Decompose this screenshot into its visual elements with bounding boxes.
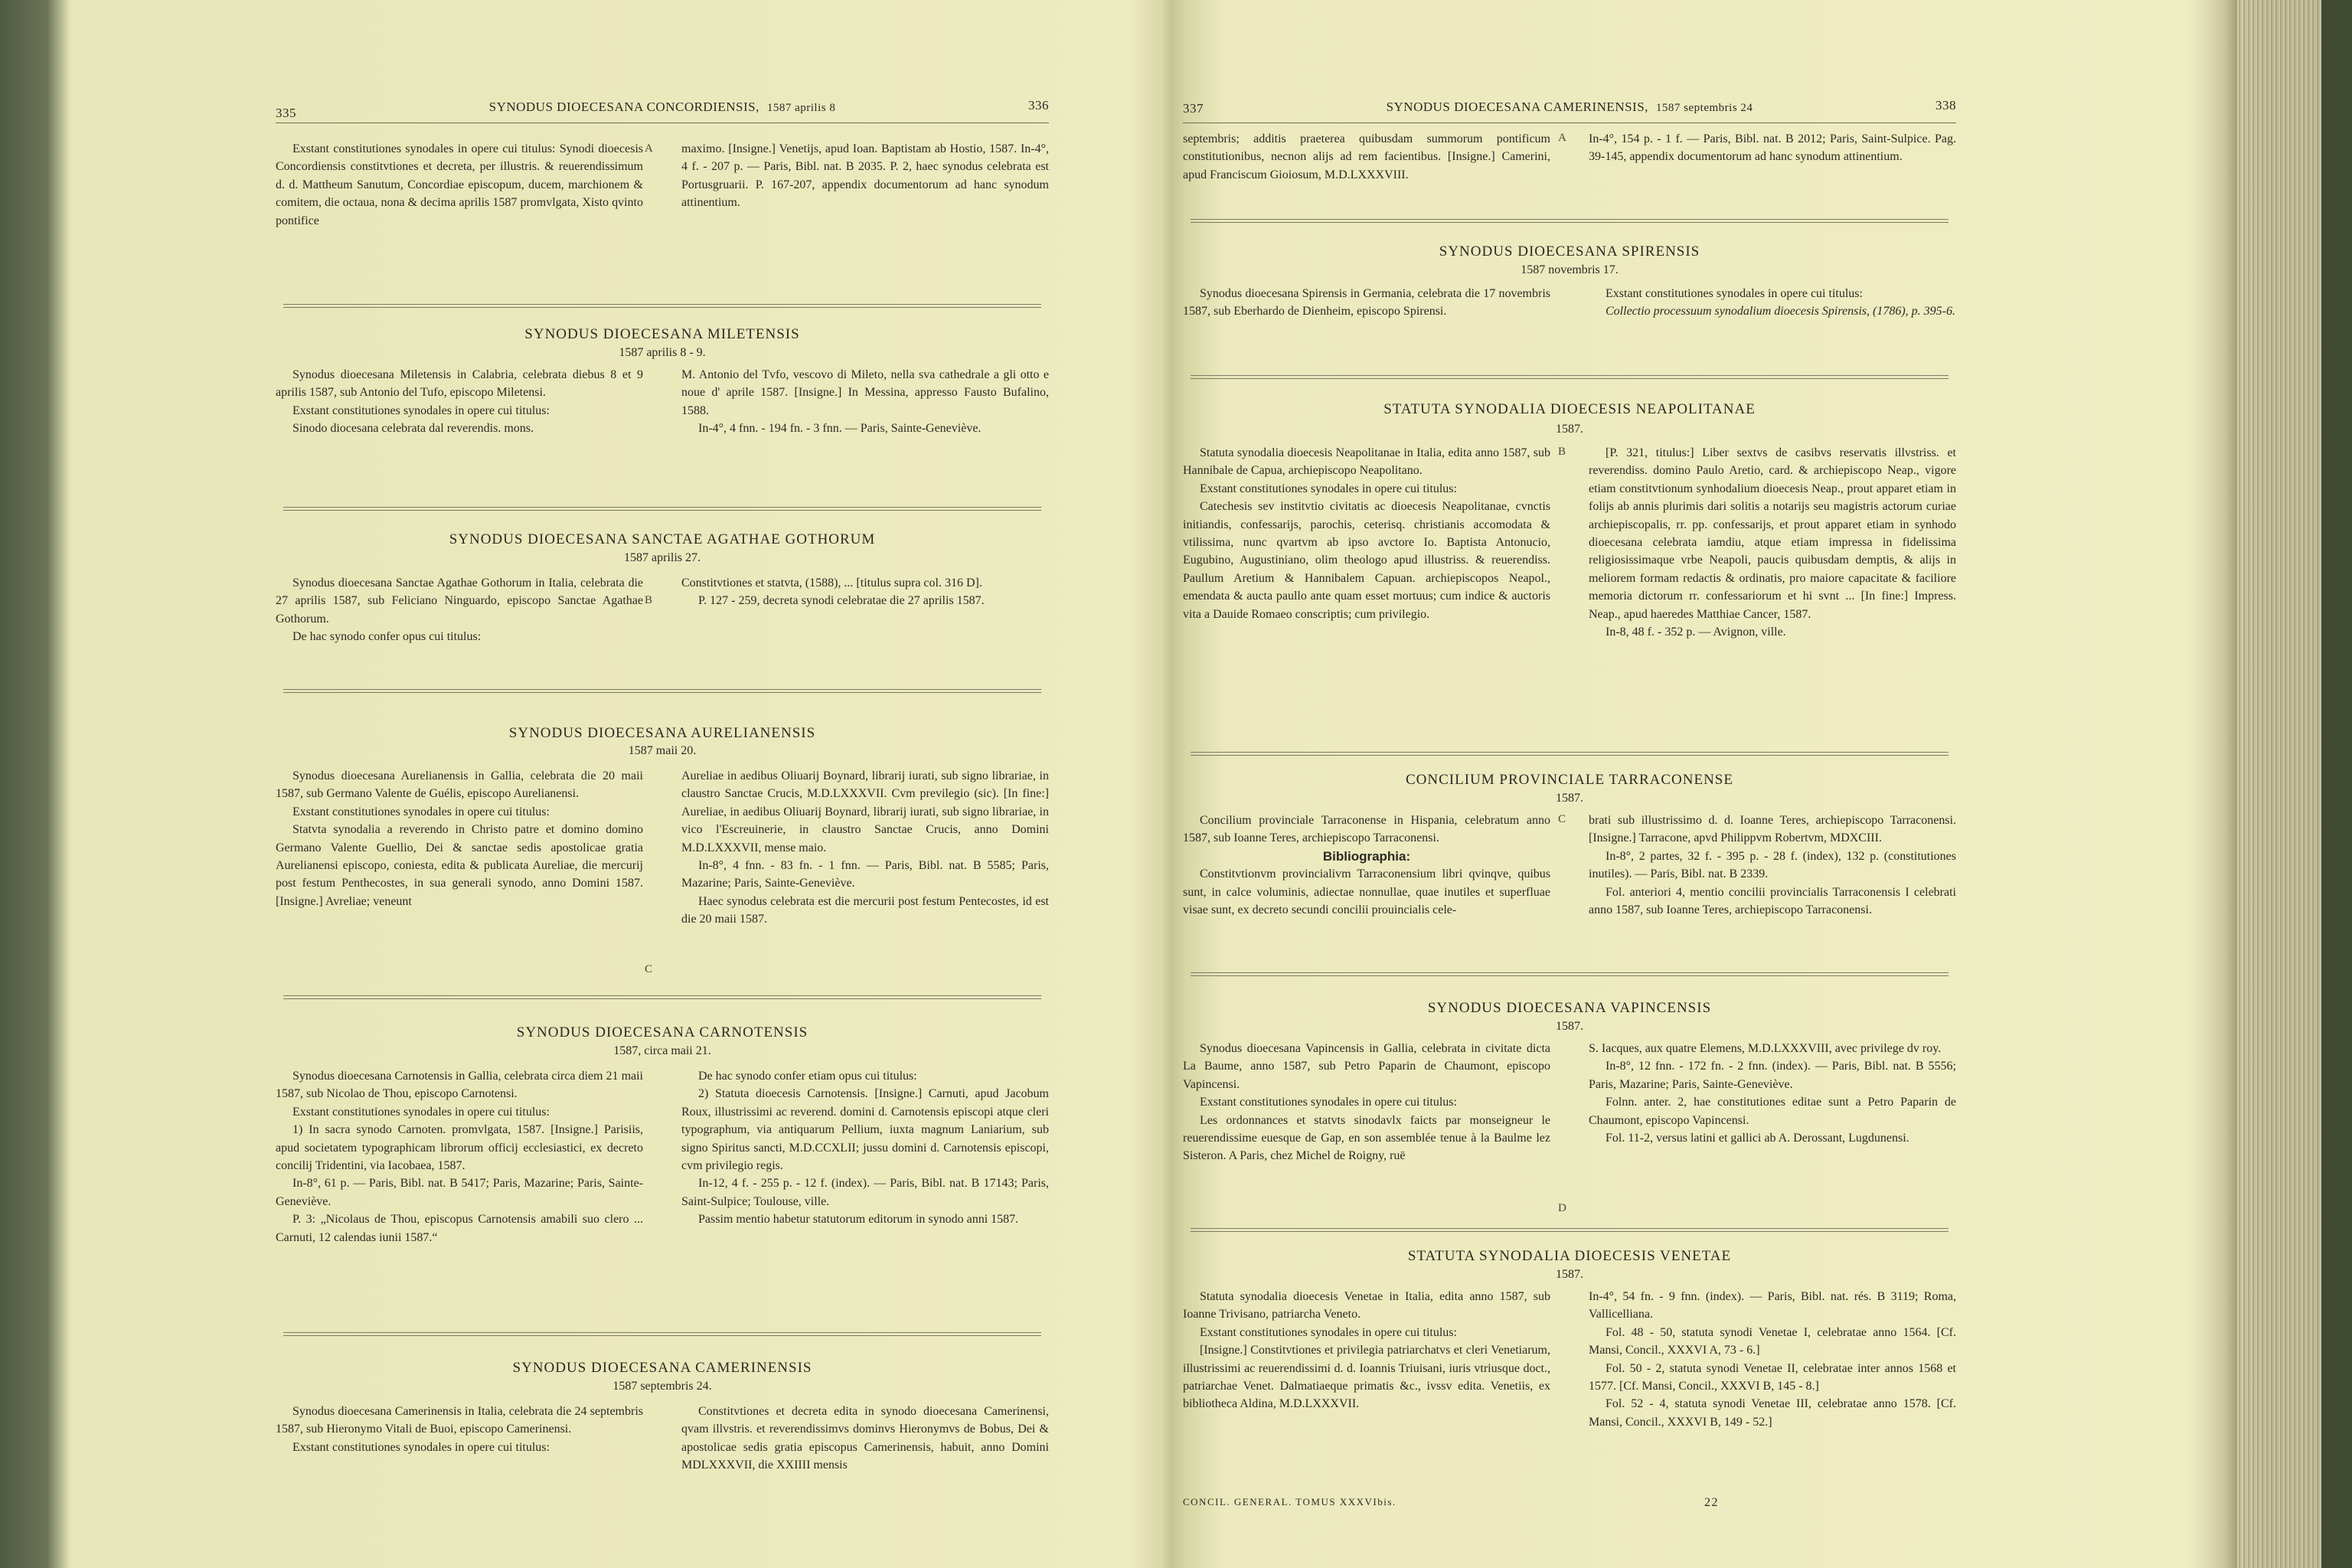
- running-title-text: SYNODUS DIOECESANA CONCORDIENSIS,: [488, 100, 760, 114]
- paragraph: Fol. anteriori 4, mentio concilii provincialis Tarraconensis I celebrati anno 1587, sub Ioanne Teres, archiepiscopo Tarraconensi.: [1589, 885, 1956, 917]
- paragraph: De hac synodo confer opus cui titulus:: [292, 630, 482, 644]
- paragraph: Exstant constitutiones synodales in opere cui titulus:: [1200, 1096, 1457, 1109]
- paragraph: Fol. 11-2, versus latini et gallici ab A. Derossant, Lugdunensi.: [1606, 1132, 1909, 1145]
- section-divider: [283, 689, 1041, 693]
- section-col-2: [1589, 1040, 1956, 1165]
- section-columns: [1183, 1040, 1956, 1165]
- section-divider: [283, 507, 1041, 511]
- section-date: 1587 novembris 17.: [1521, 263, 1619, 276]
- section-columns: [276, 366, 1049, 438]
- section-col-1: [276, 1067, 643, 1246]
- section-date: 1587.: [1556, 792, 1583, 805]
- paragraph: Fol. 48 - 50, statuta synodi Venetae I, celebratae anno 1564. [Cf. Mansi, Concil., XXXVI A, 73 - 6.]: [1589, 1325, 1956, 1357]
- paragraph: Exstant constitutiones synodales in opere cui titulus:: [1606, 287, 1863, 300]
- margin-marker: C: [1558, 813, 1566, 825]
- section-divider: [1191, 972, 1949, 976]
- section-col-1: [1183, 1040, 1550, 1165]
- column-number-right: 336: [1028, 98, 1049, 113]
- paragraph: Aureliae in aedibus Oliuarij Boynard, librarij iurati, sub signo librariae, in claustro Sanctae Crucis, M.D.LXXXVII. Cvm previlegio (sic). [In fine:] Aureliae, in aedibus Oliuarij Boynard, librarij iurati, sub signo librariae, in vico l'Escreuinerie, in claustro Sanctae Crucis, anno Domini M.D.LXXXVII, mense maio.: [681, 769, 1049, 854]
- section-date: 1587 septembris 24.: [612, 1380, 712, 1393]
- margin-marker: D: [1558, 1202, 1566, 1214]
- section-col-2: [681, 366, 1049, 438]
- paragraph: In-4°, 154 p. - 1 f. — Paris, Bibl. nat. B 2012; Paris, Saint-Sulpice. Pag. 39-145, appendix documentorum ad hanc synodum attinentium.: [1589, 132, 1956, 164]
- section-col-1: [1183, 812, 1550, 919]
- paragraph: [Insigne.] Constitvtiones et privilegia patriarchatvs et cleri Venetiarum, illustrissimi ac reuerendissimi d. d. Ioannis Triuisani, iuris vtriusque doct., patriarchae Venet. Dalmatiaeque primatis &c., ivssv edita. Venetiis, ex bibliotheca Aldina, M.D.LXXXVII.: [1183, 1344, 1550, 1411]
- section-col-1: [1183, 1288, 1550, 1431]
- paragraph: Constitvtionvm provincialivm Tarraconensium libri qvinqve, quibus sunt, in calce voluminis, adiectae nonnullae, quae inutiles et superfluae visae sunt, ex decreto secundi concilii prouincialis cele-: [1183, 867, 1550, 917]
- running-title-text: SYNODUS DIOECESANA CAMERINENSIS,: [1386, 100, 1648, 114]
- section-title: SYNODUS DIOECESANA VAPINCENSIS: [1427, 1000, 1712, 1016]
- section-col-2: [681, 767, 1049, 929]
- section-columns: [1183, 812, 1956, 919]
- paragraph: Synodus dioecesana Miletensis in Calabria, celebrata diebus 8 et 9 aprilis 1587, sub Antonio del Tufo, episcopo Miletensi.: [276, 368, 643, 400]
- paragraph: Synodus dioecesana Sanctae Agathae Gothorum in Italia, celebrata die 27 aprilis 1587, sub Feliciano Ninguardo, episcopo Sanctae Agathae Gothorum.: [276, 577, 643, 626]
- paragraph: Statuta synodalia dioecesis Venetae in Italia, edita anno 1587, sub Ioanne Trivisano, patriarcha Veneto.: [1183, 1290, 1550, 1321]
- section-columns: [1183, 444, 1956, 641]
- running-title: [276, 100, 1049, 115]
- column-number-left: 335: [276, 106, 296, 120]
- section-title: SYNODUS DIOECESANA CARNOTENSIS: [516, 1024, 808, 1040]
- book-cover-edge: [2321, 0, 2352, 1568]
- paragraph: Exstant constitutiones synodales in opere cui titulus: Synodi dioecesis Concordiensis constitvtiones et decreta, per illustris. & reuerendissimum d. d. Mattheum Sanutum, Concordiae episcopum, ducem, marchionem & comitem, die octaua, nona & decima aprilis 1587 promvlgata, Xisto qvinto pontifice: [276, 142, 643, 227]
- section-title: SYNODUS DIOECESANA CAMERINENSIS: [512, 1360, 812, 1376]
- paragraph: In-8, 48 f. - 352 p. — Avignon, ville.: [1606, 626, 1786, 639]
- left-page: [276, 0, 1049, 1568]
- footer-volume: CONCIL. GENERAL. TOMUS XXXVIbis.: [1183, 1496, 1396, 1508]
- section-columns: [276, 1403, 1049, 1475]
- section-date: 1587.: [1556, 1268, 1583, 1281]
- section-col-2: [1589, 285, 1956, 321]
- running-date: 1587 aprilis 8: [766, 102, 836, 114]
- section-title: SYNODUS DIOECESANA MILETENSIS: [524, 326, 800, 342]
- paragraph: S. Iacques, aux quatre Elemens, M.D.LXXXVIII, avec privilege dv roy.: [1589, 1042, 1942, 1055]
- paragraph: P. 127 - 259, decreta synodi celebratae die 27 aprilis 1587.: [698, 594, 985, 608]
- paragraph: De hac synodo confer etiam opus cui titulus:: [698, 1070, 917, 1083]
- paragraph: In-8°, 4 fnn. - 83 fn. - 1 fnn. — Paris, Bibl. nat. B 5585; Paris, Mazarine; Paris, Sainte-Geneviève.: [681, 859, 1049, 890]
- section-date: 1587.: [1556, 1020, 1583, 1033]
- section-col-1: [276, 767, 643, 929]
- section-divider: [1191, 375, 1949, 379]
- running-title: [1183, 100, 1956, 115]
- paragraph: Concilium provinciale Tarraconense in Hispania, celebratum anno 1587, sub Ioanne Teres, archiepiscopo Tarraconensi.: [1183, 814, 1550, 845]
- paragraph: maximo. [Insigne.] Venetijs, apud Ioan. Baptistam ab Hostio, 1587. In-4°, 4 f. - 207 p. — Paris, Bibl. nat. B 2035. P. 2, haec synodus celebrata est Portusgruarii. P. 167-207, appendix documentorum ad hanc synodum attinentium.: [681, 142, 1049, 210]
- section-columns: [1183, 285, 1956, 321]
- section-col-2: [1589, 1288, 1956, 1431]
- paragraph: In-8°, 61 p. — Paris, Bibl. nat. B 5417; Paris, Mazarine; Paris, Sainte-Geneviève.: [276, 1177, 643, 1208]
- column-number-left: 337: [1183, 101, 1204, 116]
- section-divider: [283, 1332, 1041, 1336]
- section-title: CONCILIUM PROVINCIALE TARRACONENSE: [1406, 772, 1733, 788]
- paragraph: In-12, 4 f. - 255 p. - 12 f. (index). — Paris, Bibl. nat. B 17143; Paris, Saint-Sulpice; Toulouse, ville.: [681, 1177, 1049, 1208]
- section-columns: [276, 767, 1049, 929]
- paragraph: Synodus dioecesana Carnotensis in Gallia, celebrata circa diem 21 maii 1587, sub Nicolao de Thou, episcopo Carnotensi.: [276, 1070, 643, 1101]
- paragraph: Exstant constitutiones synodales in opere cui titulus:: [1200, 482, 1457, 495]
- paragraph: Exstant constitutiones synodales in opere cui titulus:: [292, 1440, 550, 1454]
- section-title: SYNODUS DIOECESANA SANCTAE AGATHAE GOTHORUM: [449, 531, 876, 547]
- paragraph: brati sub illustrissimo d. d. Ioanne Teres, archiepiscopo Tarraconensi. [Insigne.] Tarracone, apvd Philippvm Robertvm, MDXCIII.: [1589, 814, 1956, 845]
- section-col-1: [276, 366, 643, 438]
- section-date: 1587.: [1556, 423, 1583, 436]
- running-head: [1183, 92, 1956, 123]
- paragraph: In-4°, 54 fn. - 9 fnn. (index). — Paris, Bibl. nat. rés. B 3119; Roma, Vallicelliana.: [1589, 1290, 1956, 1321]
- bibliography-heading: Bibliographia:: [1322, 848, 1411, 864]
- section-divider: [1191, 219, 1949, 223]
- paragraph: Synodus dioecesana Camerinensis in Italia, celebrata die 24 septembris 1587, sub Hieronymo Vitali de Buoi, episcopo Camerinensi.: [276, 1405, 643, 1436]
- paragraph: Collectio processuum synodalium dioecesis Spirensis, (1786), p. 395-6.: [1606, 305, 1955, 318]
- running-date: 1587 septembris 24: [1655, 102, 1753, 114]
- running-head: [276, 92, 1049, 123]
- section-date: 1587, circa maii 21.: [613, 1044, 711, 1057]
- section-divider: [283, 304, 1041, 308]
- section-col-1: [1183, 444, 1550, 641]
- section-col-1: [276, 574, 643, 646]
- footer-signature: 22: [1704, 1496, 1719, 1509]
- section-date: 1587 maii 20.: [628, 744, 697, 757]
- section-date: 1587 aprilis 27.: [624, 551, 701, 564]
- paragraph: Constitvtiones et statvta, (1588), ... [titulus supra col. 316 D].: [681, 577, 982, 590]
- section-title: STATUTA SYNODALIA DIOECESIS NEAPOLITANAE: [1383, 401, 1756, 417]
- paragraph: In-8°, 12 fnn. - 172 fn. - 2 fnn. (index). — Paris, Bibl. nat. B 5556; Paris, Mazarine; Paris, Sainte-Geneviève.: [1589, 1060, 1956, 1091]
- margin-marker: B: [1558, 446, 1566, 458]
- margin-marker: B: [645, 594, 653, 606]
- paragraph: Exstant constitutiones synodales in opere cui titulus:: [292, 1105, 550, 1119]
- paragraph: Sinodo diocesana celebrata dal reverendis. mons.: [292, 422, 534, 436]
- paragraph: Catechesis sev institvtio civitatis ac dioecesis Neapolitanae, cvnctis initiandis, confessarijs, parochis, ceterisq. christianis accomodata & vtilissima, nunc qvartvm ab ipso avctore Io. Baptista Antonucio, Eugubino, Augustiniano, olim theologo apud illustriss. & reuerendiss. Paullum Aretium & Hannibalem Capuan. archiepiscopos Neapol., emendata & aucta paullo ante quam esset mortuus; cum indice & auctoris vita a Dauide Romaeo conscriptis; cum privilegio.: [1183, 500, 1550, 621]
- intro-col-1: [1183, 130, 1550, 184]
- paragraph: In-8°, 2 partes, 32 f. - 395 p. - 28 f. (index), 132 p. (constitutiones inutiles). — Paris, Bibl. nat. B 2339.: [1589, 849, 1956, 881]
- paragraph: Passim mentio habetur statutorum editorum in synodo anni 1587.: [698, 1213, 1019, 1227]
- section-col-2: [1589, 812, 1956, 919]
- section-col-1: [276, 1403, 643, 1475]
- section-col-2: [681, 1067, 1049, 1246]
- intro-col-2: [681, 140, 1049, 230]
- paragraph: [P. 321, titulus:] Liber sextvs de casibvs reservatis illvstriss. et reverendiss. domino Paulo Aretio, card. & archiepiscopo Neap., vigore etiam constitvtionum synhodalium dioecesis Neap., prout apparet etiam in folijs ab annis plurimis dari solitis a notarijs seu magistris actorum curiae archiepiscopalis, rr. pp. confessarijs, et prout apparet etiam in synhodo dioecesana celebrata iamdiu, atque etiam impressa in fidelissima religiosissimaque vrbe Neapoli, paucis quibusdam demptis, & alijs in meliorem formam redactis & ordinatis, pro maiore capacitate & faciliore memoria dictorum rr. confessariorum et hi svnt ... [In fine:] Impress. Neap., apud haeredes Matthiae Cancer, 1587.: [1589, 446, 1956, 621]
- paragraph: Synodus dioecesana Vapincensis in Gallia, celebrata in civitate dicta La Baume, anno 1587, sub Petro Paparin de Chaumont, episcopo Vapincensi.: [1183, 1042, 1550, 1091]
- paragraph: In-4°, 4 fnn. - 194 fn. - 3 fnn. — Paris, Sainte-Geneviève.: [698, 422, 982, 436]
- paragraph: Constitvtiones et decreta edita in synodo dioecesana Camerinensi, qvam illvstris. et reverendissimvs dominvs Hieronymvs de Bobus, Dei & apostolicae sedis gratia episcopus Camerinensis, habuit, anno Domini MDLXXXVII, die XXIIII mensis: [681, 1405, 1049, 1472]
- column-number-right: 338: [1936, 98, 1956, 113]
- paragraph: Haec synodus celebrata est die mercurii post festum Pentecostes, id est die 20 maii 1587.: [681, 894, 1049, 926]
- paragraph: 2) Statuta dioecesis Carnotensis. [Insigne.] Carnuti, apud Jacobum Roux, illustrissimi ac reverend. domini d. Carnotensis episcopi atque cleri typographum, via antiquarum Pellium, iuxta magnum Laniarium, sub signo Spiritus sancti, M.D.CCXLII; jussu domini d. Carnotensis episcopi, cvm privilegio regis.: [681, 1087, 1049, 1173]
- section-col-2: [1589, 444, 1956, 641]
- paragraph: Synodus dioecesana Spirensis in Germania, celebrata die 17 novembris 1587, sub Eberhardo de Dienheim, episcopo Spirensi.: [1183, 287, 1550, 318]
- paragraph: Exstant constitutiones synodales in opere cui titulus:: [1200, 1325, 1457, 1339]
- intro-columns: [1183, 130, 1956, 184]
- paragraph: Exstant constitutiones synodales in opere cui titulus:: [292, 403, 550, 417]
- margin-marker: A: [645, 142, 653, 155]
- paragraph: Exstant constitutiones synodales in opere cui titulus:: [292, 805, 550, 818]
- paragraph: Folnn. anter. 2, hae constitutiones editae sunt a Petro Paparin de Chaumont, episcopo Vapincensi.: [1589, 1096, 1956, 1127]
- intro-col-2: [1589, 130, 1956, 184]
- section-col-2: [681, 1403, 1049, 1475]
- paragraph: Les ordonnances et statvts sinodavlx faicts par monseigneur le reuerendissime euesque de Gap, en son assemblée tenue à la Baulme lez Sisteron. A Paris, chez Michel de Roigny, ruë: [1183, 1113, 1550, 1163]
- paragraph: P. 3: „Nicolaus de Thou, episcopus Carnotensis amabili suo clero ... Carnuti, 12 calendas iunii 1587.“: [276, 1213, 643, 1244]
- paragraph: M. Antonio del Tvfo, vescovo di Mileto, nella sva cathedrale a gli otto e noue d' aprile 1587. [Insigne.] In Messina, appresso Fausto Bufalino, 1588.: [681, 368, 1049, 417]
- margin-marker: A: [1558, 132, 1566, 144]
- section-divider: [1191, 752, 1949, 756]
- section-col-2: [681, 574, 1049, 646]
- section-divider: [283, 995, 1041, 999]
- paragraph: Synodus dioecesana Aurelianensis in Gallia, celebrata die 20 maii 1587, sub Germano Valente de Guélis, episcopo Aurelianensi.: [276, 769, 643, 801]
- section-date: 1587 aprilis 8 - 9.: [619, 346, 706, 359]
- section-title: SYNODUS DIOECESANA SPIRENSIS: [1439, 243, 1700, 260]
- section-title: SYNODUS DIOECESANA AURELIANENSIS: [508, 725, 816, 741]
- paragraph: Statuta synodalia dioecesis Neapolitanae in Italia, edita anno 1587, sub Hannibale de Capua, archiepiscopo Neapolitano.: [1183, 446, 1550, 478]
- paragraph: Fol. 52 - 4, statuta synodi Venetae III, celebratae anno 1578. [Cf. Mansi, Concil., XXXVI B, 149 - 52.]: [1589, 1397, 1956, 1429]
- section-columns: [276, 1067, 1049, 1246]
- paragraph: Fol. 50 - 2, statuta synodi Venetae II, celebratae inter annos 1568 et 1577. [Cf. Mansi, Concil., XXXVI B, 145 - 8.]: [1589, 1361, 1956, 1393]
- section-columns: [1183, 1288, 1956, 1431]
- section-title: STATUTA SYNODALIA DIOECESIS VENETAE: [1407, 1248, 1732, 1264]
- intro-col-1: [276, 140, 643, 230]
- section-columns: [276, 574, 1049, 646]
- paragraph: Statvta synodalia a reverendo in Christo patre et domino domino Germano Valente Guellio, Dei & sanctae sedis apostolicae gratia Aurelianensi episcopo, coniesta, edita & publicata Aureliae, die mercurij post festum Penthecostes, in sua generali synodo, anno Domini 1587. [Insigne.] Avreliae; veneunt: [276, 823, 643, 908]
- margin-marker: C: [645, 963, 653, 975]
- right-page: [1183, 0, 1956, 1568]
- paragraph: 1) In sacra synodo Carnoten. promvlgata, 1587. [Insigne.] Parisiis, apud societatem typographicam librorum officij ecclesiastici, ex decreto concilij Tridentini, via Iacobaea, 1587.: [276, 1123, 643, 1173]
- paragraph: septembris; additis praeterea quibusdam summorum pontificum constitutionibus, necnon alijs ad rem facientibus. [Insigne.] Camerini, apud Franciscum Gioiosum, M.D.LXXXVIII.: [1183, 132, 1550, 181]
- section-col-1: [1183, 285, 1550, 321]
- section-divider: [1191, 1228, 1949, 1232]
- intro-columns: [276, 140, 1049, 230]
